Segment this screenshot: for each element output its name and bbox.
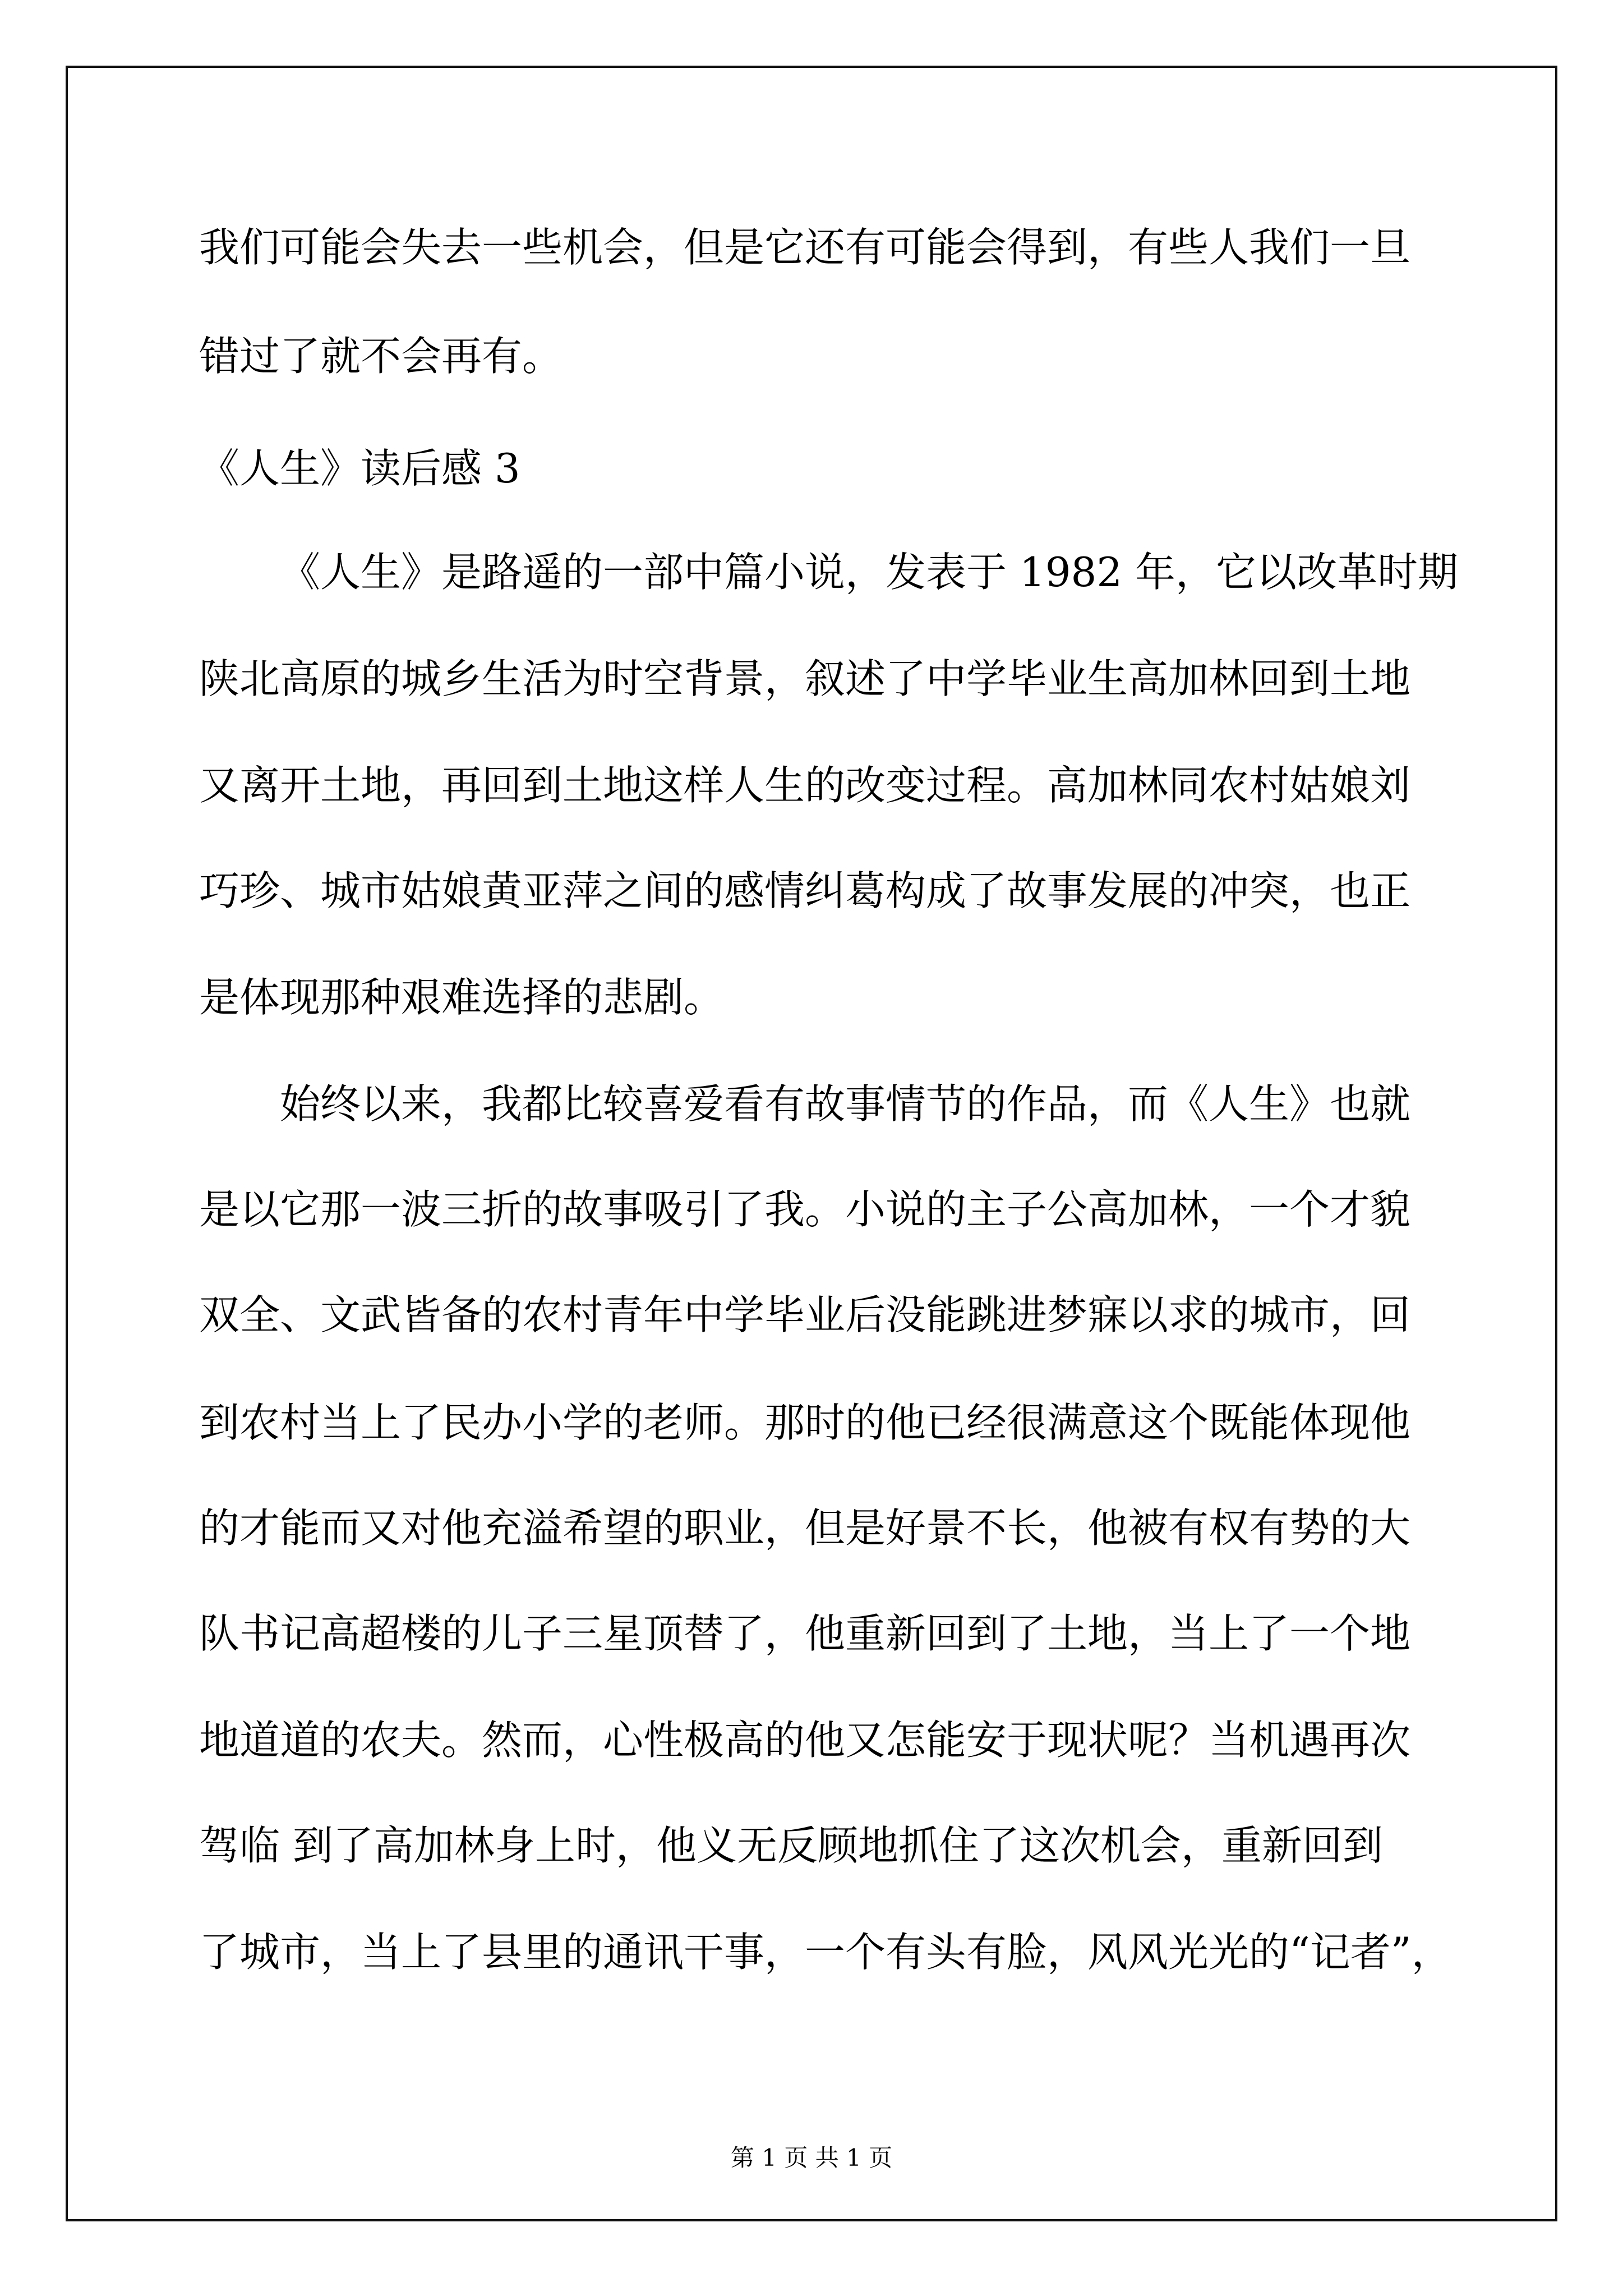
- paragraph-2-line-3: 双全、文武皆备的农村青年中学毕业后没能跳进梦寐以求的城市，回: [199, 1291, 1411, 1338]
- body-line-2: 错过了就不会再有。: [199, 333, 563, 380]
- paragraph-1-line-5: 是体现那种艰难选择的悲剧。: [199, 974, 725, 1021]
- paragraph-2-line-4: 到农村当上了民办小学的老师。那时的他已经很满意这个既能体现他: [199, 1399, 1411, 1446]
- paragraph-2-line-8: 驾临 到了高加林身上时，他义无反顾地抓住了这次机会，重新回到: [199, 1822, 1383, 1869]
- body-line-1: 我们可能会失去一些机会，但是它还有可能会得到，有些人我们一旦: [199, 224, 1411, 271]
- paragraph-2-line-5: 的才能而又对他充溢希望的职业，但是好景不长，他被有权有势的大: [199, 1504, 1411, 1552]
- paragraph-2-line-1: 始终以来，我都比较喜爱看有故事情节的作品，而《人生》也就: [280, 1080, 1411, 1128]
- page-number: 第 1 页 共 1 页: [730, 2144, 893, 2171]
- paragraph-1-line-1: 《人生》是路遥的一部中篇小说，发表于 1982 年，它以改革时期: [280, 549, 1459, 596]
- section-heading: 《人生》读后感 3: [199, 445, 520, 492]
- page-border: [66, 66, 1557, 2221]
- paragraph-2-line-6: 队书记高超楼的儿子三星顶替了，他重新回到了土地，当上了一个地: [199, 1610, 1411, 1657]
- paragraph-1-line-3: 又离开土地，再回到土地这样人生的改变过程。高加林同农村姑娘刘: [199, 762, 1411, 809]
- paragraph-1-line-2: 陕北高原的城乡生活为时空背景，叙述了中学毕业生高加林回到土地: [199, 655, 1411, 702]
- paragraph-2-line-2: 是以它那一波三折的故事吸引了我。小说的主子公高加林，一个才貌: [199, 1186, 1411, 1233]
- paragraph-2-line-7: 地道道的农夫。然而，心性极高的他又怎能安于现状呢？当机遇再次: [199, 1717, 1411, 1764]
- paragraph-1-line-4: 巧珍、城市姑娘黄亚萍之间的感情纠葛构成了故事发展的冲突，也正: [199, 867, 1411, 914]
- paragraph-2-line-9: 了城市，当上了县里的通讯干事，一个有头有脸，风风光光的“记者”，: [199, 1929, 1452, 1976]
